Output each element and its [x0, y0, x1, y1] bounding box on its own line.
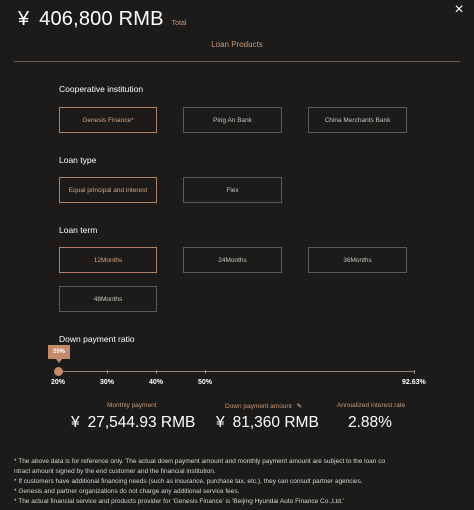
close-icon[interactable]: × [454, 1, 464, 18]
down-payment-amount-value [216, 414, 319, 432]
option-china-merchants-bank[interactable]: China Merchants Bank [308, 107, 407, 133]
disclaimer-notes [14, 457, 466, 507]
slider-tick [205, 370, 206, 374]
loan-term-label: Loan term [59, 225, 98, 235]
tick-label-30: 30% [100, 379, 115, 386]
tick-label-max: 92.63% [402, 379, 426, 386]
down-payment-amount-label-text: Down payment amount [225, 403, 292, 410]
note-line: * The actual financial service and products provider for 'Genesis Finance' is 'Beijing Hyundai Auto Finance Co.,Ltd.' [14, 498, 345, 505]
currency-symbol: ¥ [71, 414, 80, 431]
interest-rate-label: Annualized interest rate [337, 402, 406, 409]
slider-tick [414, 370, 415, 374]
tick-label-50: 50% [198, 379, 213, 386]
total-header [18, 8, 186, 32]
section-title: Loan Products [211, 40, 263, 49]
tick-label-20: 20% [51, 379, 66, 386]
option-flex[interactable]: Flex [183, 177, 282, 203]
down-payment-slider-track[interactable] [58, 371, 415, 372]
option-ping-an-bank[interactable]: Ping An Bank [183, 107, 282, 133]
slider-tick [156, 370, 157, 374]
slider-tick [107, 370, 108, 374]
currency-symbol: ¥ [216, 414, 225, 431]
note-line: * If customers have additional financing needs (such as insurance, purchase tax, etc.), they can consult partner agencies. [14, 478, 363, 485]
monthly-payment-value [71, 414, 195, 432]
option-12-months[interactable]: 12Months [59, 247, 157, 273]
down-payment-amount: 81,360 RMB [232, 414, 319, 431]
slider-value-tooltip: 20% [48, 345, 70, 359]
note-line: * The above data is for reference only. The actual down payment amount and monthly payment amount are subject to the loan co [14, 458, 386, 465]
institution-label: Cooperative institution [59, 84, 144, 94]
down-payment-amount-label [225, 402, 302, 410]
option-36-months[interactable]: 36Months [308, 247, 407, 273]
tick-label-40: 40% [149, 379, 164, 386]
note-line: * Genesis and partner organizations do not charge any additional service fees. [14, 488, 240, 495]
option-24-months[interactable]: 24Months [183, 247, 282, 273]
divider [14, 61, 460, 62]
interest-rate-value: 2.88% [348, 414, 392, 431]
total-amount: 406,800 RMB [39, 8, 164, 30]
down-payment-label: Down payment ratio [59, 334, 135, 344]
currency-symbol: ¥ [18, 8, 30, 30]
option-genesis-finance[interactable]: Genesis Finance* [59, 107, 157, 133]
total-label: Total [171, 20, 187, 27]
down-payment-slider-handle[interactable] [54, 367, 63, 376]
monthly-payment-label: Monthly payment [107, 402, 157, 409]
edit-icon[interactable]: ✎ [296, 403, 303, 410]
loan-type-label: Loan type [59, 155, 97, 165]
monthly-payment-amount: 27,544.93 RMB [87, 414, 196, 431]
note-line: ntract amount signed by the end customer and the financial institution. [14, 468, 216, 475]
option-equal-principal-interest[interactable]: Equal principal and interest [59, 177, 157, 203]
option-48-months[interactable]: 48Months [59, 286, 157, 312]
